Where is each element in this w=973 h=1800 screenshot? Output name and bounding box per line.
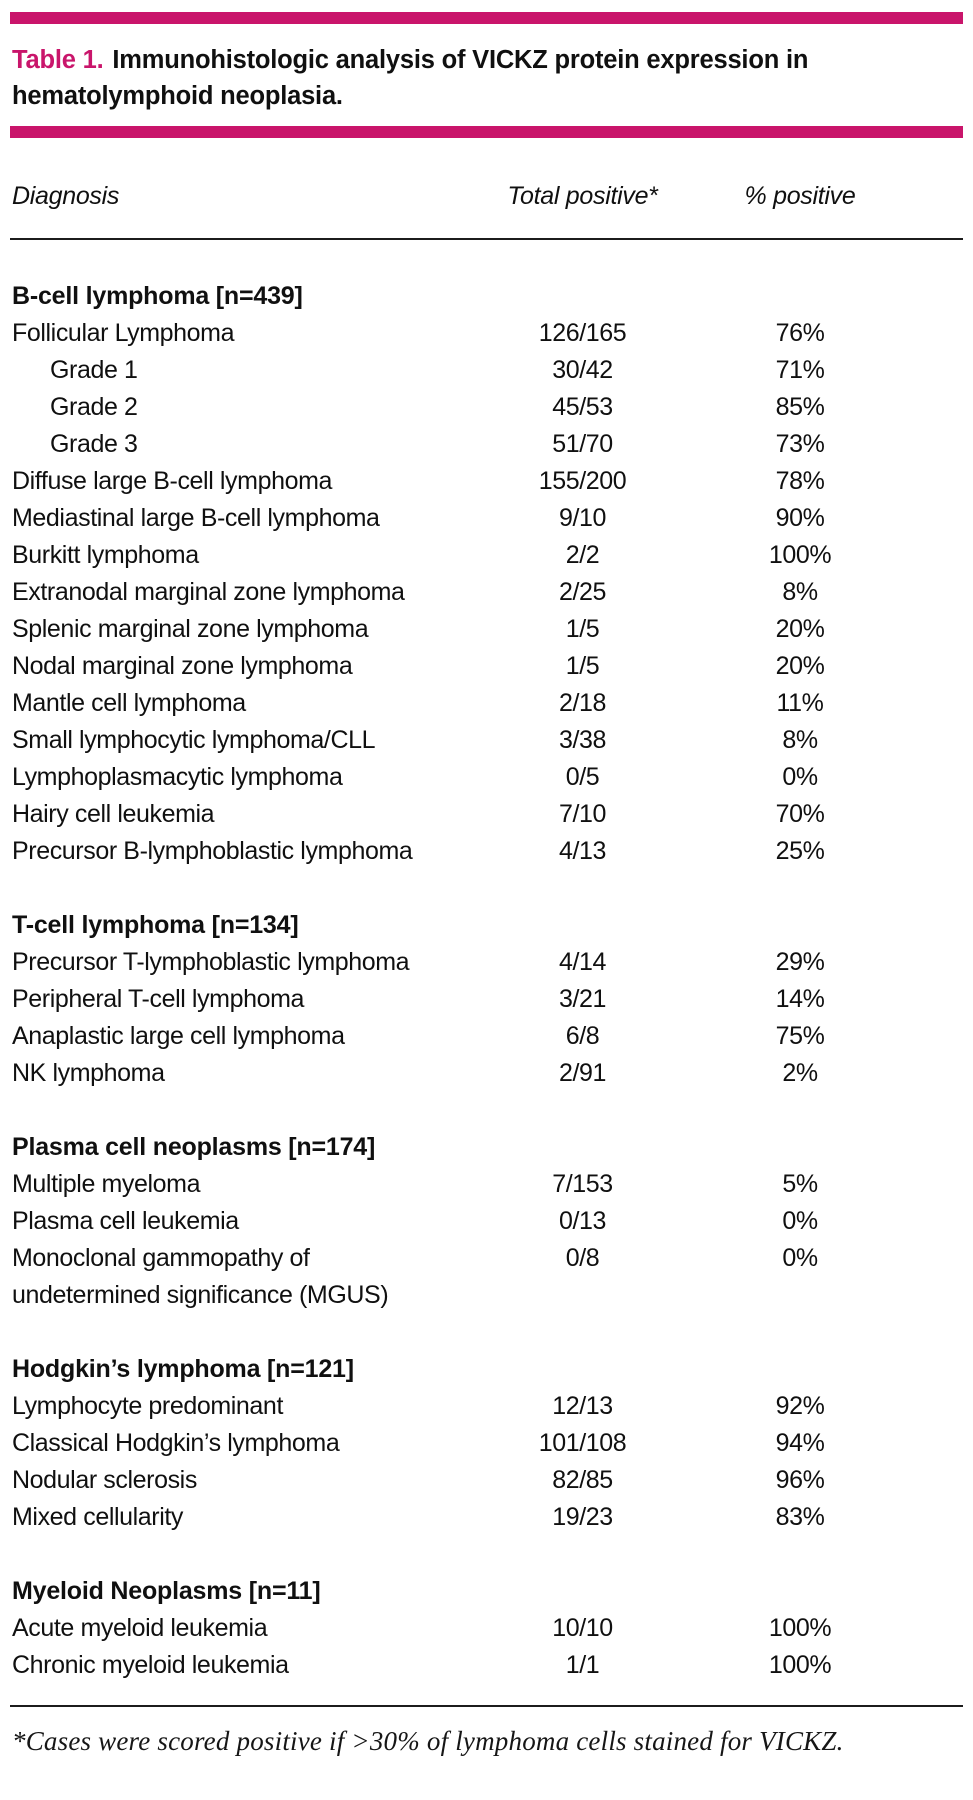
- section-header-row: [12, 1573, 965, 1610]
- diagnosis-cell: Plasma cell leukemia: [12, 1207, 239, 1235]
- total-cell: 0/8: [565, 1244, 600, 1272]
- percent-cell: 92%: [775, 1392, 825, 1420]
- diagnosis-cell: Classical Hodgkin’s lymphoma: [12, 1429, 340, 1457]
- total-cell: 82/85: [552, 1466, 613, 1494]
- diagnosis-cell: undetermined significance (MGUS): [12, 1281, 389, 1309]
- total-cell: 3/21: [558, 985, 607, 1013]
- total-cell: 7/10: [558, 800, 607, 828]
- diagnosis-cell: Lymphocyte predominant: [12, 1392, 283, 1420]
- table-row: [12, 1610, 965, 1647]
- table-row: [12, 1647, 965, 1684]
- percent-cell: 76%: [775, 319, 825, 347]
- total-cell: 30/42: [552, 356, 613, 384]
- table-row: [12, 1055, 965, 1092]
- diagnosis-cell: Mantle cell lymphoma: [12, 689, 246, 717]
- section-header-row: [12, 278, 965, 315]
- table-row: [12, 611, 965, 648]
- diagnosis-cell: Monoclonal gammopathy of: [12, 1244, 310, 1272]
- column-header-percent-positive: % positive: [744, 182, 856, 210]
- diagnosis-cell: Mixed cellularity: [12, 1503, 184, 1531]
- table-row: [12, 1462, 965, 1499]
- percent-cell: 0%: [782, 763, 818, 791]
- percent-cell: 90%: [775, 504, 825, 532]
- percent-cell: 100%: [768, 1614, 832, 1642]
- diagnosis-cell: Extranodal marginal zone lymphoma: [12, 578, 405, 606]
- diagnosis-cell: Hairy cell leukemia: [12, 800, 215, 828]
- table-row: [12, 463, 965, 500]
- total-cell: 3/38: [558, 726, 607, 754]
- percent-cell: 70%: [775, 800, 825, 828]
- diagnosis-cell: Nodular sclerosis: [12, 1466, 197, 1494]
- table-title: [12, 42, 957, 114]
- percent-cell: 78%: [775, 467, 825, 495]
- table-row: [12, 1388, 965, 1425]
- percent-cell: 83%: [775, 1503, 825, 1531]
- table-row: [12, 648, 965, 685]
- percent-cell: 11%: [776, 689, 824, 717]
- diagnosis-cell: Precursor T-lymphoblastic lymphoma: [12, 948, 410, 976]
- table-row: [12, 1166, 965, 1203]
- total-cell: 1/5: [565, 652, 600, 680]
- table-row: [12, 759, 965, 796]
- table-section: [12, 1129, 965, 1314]
- total-cell: 4/14: [558, 948, 607, 976]
- table-row: [12, 722, 965, 759]
- table-row: [12, 1499, 965, 1536]
- percent-cell: 71%: [775, 356, 825, 384]
- total-cell: 2/2: [565, 541, 600, 569]
- section-header: Myeloid Neoplasms [n=11]: [12, 1577, 321, 1605]
- diagnosis-cell: Follicular Lymphoma: [12, 319, 235, 347]
- total-cell: 0/13: [558, 1207, 607, 1235]
- diagnosis-cell: Precursor B-lymphoblastic lymphoma: [12, 837, 413, 865]
- diagnosis-cell: Grade 3: [50, 430, 138, 458]
- table-row: [12, 796, 965, 833]
- percent-cell: 96%: [775, 1466, 825, 1494]
- total-cell: 1/5: [565, 615, 600, 643]
- second-accent-rule: [10, 126, 963, 138]
- table-row: [12, 1018, 965, 1055]
- percent-cell: 94%: [775, 1429, 825, 1457]
- diagnosis-cell: Splenic marginal zone lymphoma: [12, 615, 369, 643]
- table-row: [12, 574, 965, 611]
- table-row: [12, 685, 965, 722]
- table-row: [12, 833, 965, 870]
- top-accent-rule: [10, 12, 963, 24]
- table-body: [12, 278, 965, 1684]
- total-cell: 126/165: [538, 319, 627, 347]
- percent-cell: 0%: [782, 1244, 818, 1272]
- table-section: [12, 1351, 965, 1536]
- table-row: [12, 944, 965, 981]
- percent-cell: 25%: [775, 837, 825, 865]
- column-header-total-positive: Total positive*: [507, 182, 658, 210]
- table-section: [12, 907, 965, 1092]
- total-cell: 101/108: [538, 1429, 627, 1457]
- column-header-diagnosis: Diagnosis: [12, 182, 120, 210]
- total-cell: 0/5: [565, 763, 600, 791]
- percent-cell: 73%: [775, 430, 825, 458]
- table-section: [12, 278, 965, 870]
- total-cell: 7/153: [552, 1170, 613, 1198]
- table-section: [12, 1573, 965, 1684]
- percent-cell: 100%: [768, 541, 832, 569]
- diagnosis-cell: NK lymphoma: [12, 1059, 165, 1087]
- diagnosis-cell: Mediastinal large B-cell lymphoma: [12, 504, 380, 532]
- diagnosis-cell: Anaplastic large cell lymphoma: [12, 1022, 345, 1050]
- section-header-row: [12, 907, 965, 944]
- table-title-label: Table 1.: [12, 46, 104, 74]
- diagnosis-cell: Peripheral T-cell lymphoma: [12, 985, 305, 1013]
- diagnosis-cell: Multiple myeloma: [12, 1170, 201, 1198]
- table-row: [12, 981, 965, 1018]
- total-cell: 12/13: [552, 1392, 613, 1420]
- table-row: [12, 389, 965, 426]
- total-cell: 6/8: [565, 1022, 600, 1050]
- table-row: [12, 352, 965, 389]
- total-cell: 10/10: [552, 1614, 613, 1642]
- table-row: [12, 426, 965, 463]
- table-row: [12, 1425, 965, 1462]
- table-row: [12, 500, 965, 537]
- diagnosis-cell: Lymphoplasmacytic lymphoma: [12, 763, 343, 791]
- percent-cell: 75%: [775, 1022, 825, 1050]
- total-cell: 51/70: [552, 430, 613, 458]
- total-cell: 1/1: [565, 1651, 600, 1679]
- header-divider-rule: [10, 238, 963, 240]
- percent-cell: 5%: [782, 1170, 818, 1198]
- table-row: [12, 537, 965, 574]
- percent-cell: 8%: [782, 578, 818, 606]
- percent-cell: 85%: [775, 393, 825, 421]
- percent-cell: 20%: [775, 652, 825, 680]
- percent-cell: 0%: [782, 1207, 818, 1235]
- percent-cell: 29%: [775, 948, 825, 976]
- total-cell: 2/18: [558, 689, 607, 717]
- total-cell: 2/25: [558, 578, 607, 606]
- diagnosis-cell: Nodal marginal zone lymphoma: [12, 652, 353, 680]
- section-header: Plasma cell neoplasms [n=174]: [12, 1133, 376, 1161]
- section-header: B-cell lymphoma [n=439]: [12, 282, 303, 310]
- percent-cell: 14%: [775, 985, 825, 1013]
- total-cell: 45/53: [552, 393, 613, 421]
- diagnosis-cell: Acute myeloid leukemia: [12, 1614, 268, 1642]
- total-cell: 19/23: [552, 1503, 613, 1531]
- diagnosis-cell: Diffuse large B-cell lymphoma: [12, 467, 333, 495]
- diagnosis-cell: Grade 1: [50, 356, 138, 384]
- section-header: T-cell lymphoma [n=134]: [12, 911, 299, 939]
- diagnosis-cell: Chronic myeloid leukemia: [12, 1651, 289, 1679]
- section-header-row: [12, 1129, 965, 1166]
- table-title-text: Immunohistologic analysis of VICKZ protein expression in hematolymphoid neoplasia.: [12, 46, 809, 110]
- section-header: Hodgkin’s lymphoma [n=121]: [12, 1355, 354, 1383]
- diagnosis-cell: Burkitt lymphoma: [12, 541, 199, 569]
- total-cell: 4/13: [558, 837, 607, 865]
- footnote: *Cases were scored positive if >30% of lymphoma cells stained for VICKZ.: [12, 1726, 844, 1756]
- percent-cell: 8%: [782, 726, 818, 754]
- table-row: [12, 1277, 965, 1314]
- total-cell: 9/10: [558, 504, 607, 532]
- percent-cell: 100%: [768, 1651, 832, 1679]
- table-row: [12, 1203, 965, 1240]
- total-cell: 2/91: [558, 1059, 607, 1087]
- diagnosis-cell: Grade 2: [50, 393, 138, 421]
- section-header-row: [12, 1351, 965, 1388]
- diagnosis-cell: Small lymphocytic lymphoma/CLL: [12, 726, 376, 754]
- percent-cell: 20%: [775, 615, 825, 643]
- table-row: [12, 1240, 965, 1277]
- footnote-divider-rule: [10, 1705, 963, 1707]
- percent-cell: 2%: [782, 1059, 818, 1087]
- table-row: [12, 315, 965, 352]
- total-cell: 155/200: [538, 467, 627, 495]
- column-header-row: [12, 178, 965, 215]
